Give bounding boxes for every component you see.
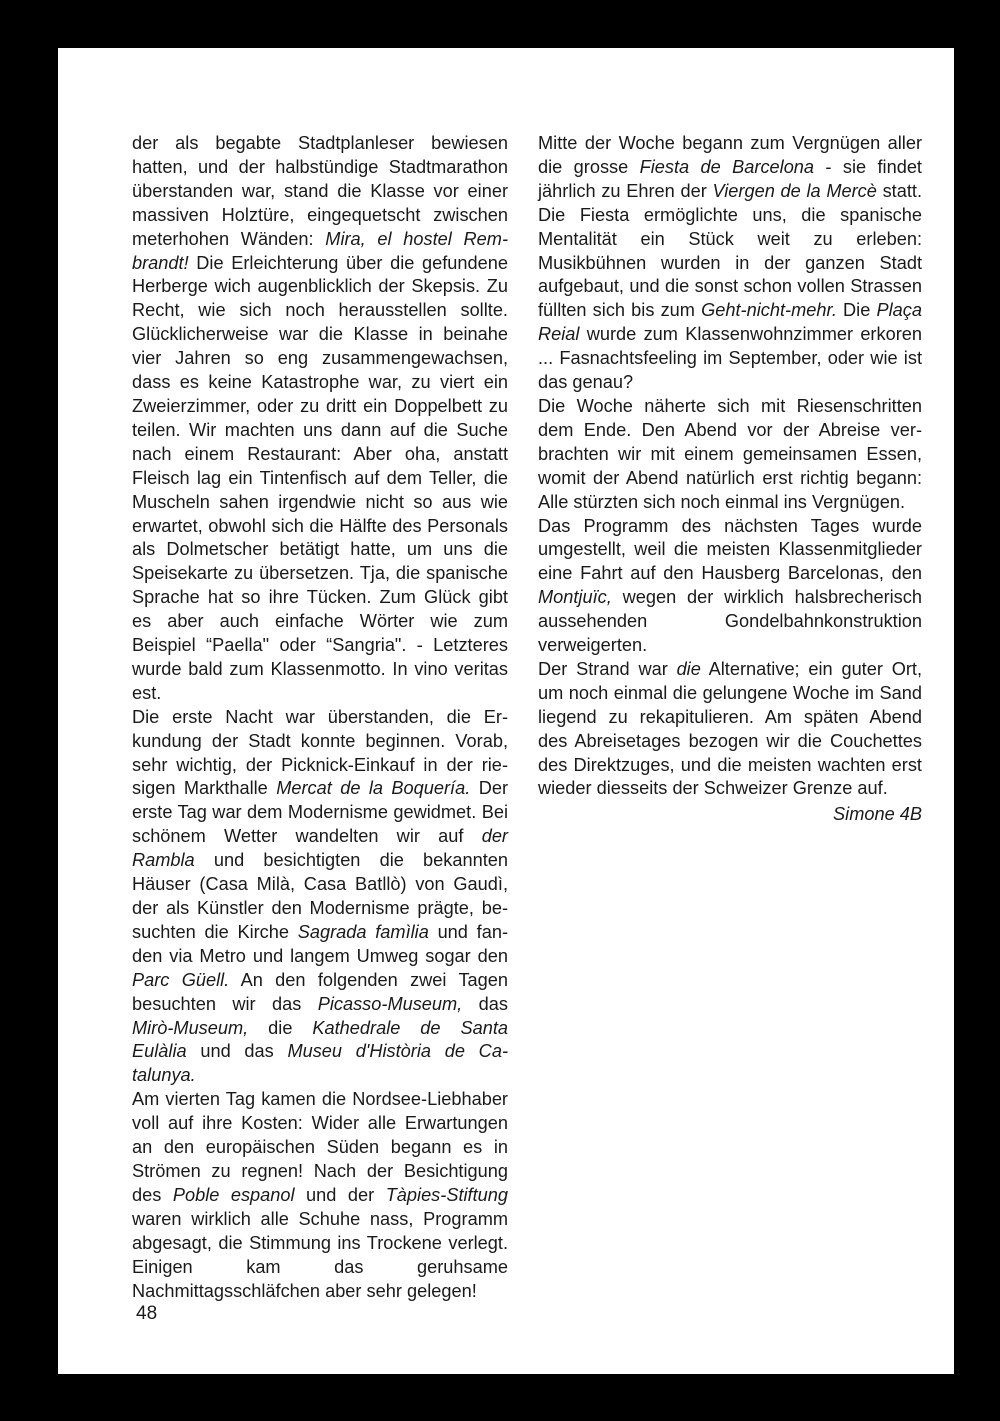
italic-run: Montjuïc, [538, 587, 612, 608]
text-run: Das Programm des nächsten Tages wurde umgestellt, weil die meisten Klassenmitglieder eine Fahrt auf den Hausberg Barcelonas, den [538, 515, 922, 584]
text-run: waren wirklich alle Schuhe nass, Programm abgesagt, die Stimmung ins Trockene verlegt. Einigen kam das geruhsame Nachmittagsschläfchen aber sehr gelegen! [132, 1208, 508, 1301]
text-run: statt. Die Fiesta ermöglichte uns, die spanische Mentalität ein Stück weit zu erleben: Musikbühnen wurden in der ganzen Stadt aufgebaut, und die sonst schon vollen Strassen füllten sich bis zum [538, 180, 923, 321]
text-run: Die [836, 300, 877, 321]
text-run: der als begabte Stadtplanleser bewiesen hatten, und der halbstündige Stadtmarathon überstanden war, stand die Klasse vor einer massiven Holztüre, eingequetscht zwischen meterhohen Wänden: [132, 133, 508, 249]
italic-run: Mira, el hostel Rembrandt! [132, 228, 509, 273]
text-run: Der Strand war [538, 658, 677, 679]
italic-run: der Rambla [132, 826, 508, 871]
italic-run: Fiesta de Barcelona [639, 156, 815, 177]
italic-run: Sagrada famìlia [297, 921, 429, 942]
text-run: Die Erleichterung über die gefundene Herberge wich augenblicklich der Skepsis. Zu Recht, wie sich noch herausstellen sollte. Glücklicherweise war die Klasse in beinahe vier Jahren so eng zusammengewachsen, dass es keine Katastrophe war, zu viert ein Zweierzimmer, oder zu dritt ein Doppelbett zu teilen. Wir machten uns dann auf die Suche nach einem Restaurant: Aber oha, anstatt Fleisch lag ein Tintenfisch auf dem Teller, die Muscheln sahen irgendwie nicht so aus wie erwartet, obwohl sich die Hälfte des Personals als Dolmetscher betätigt hatte, um uns die Speisekarte zu übersetzen. Tja, die spanische Sprache hat so ihre Tücken. Zum Glück gibt es aber auch einfache Wörter wie zum Beispiel “Paella" oder “Sangria". - Letzteres wurde bald zum Klassenmotto. In vino veritas est. [132, 252, 508, 703]
page-number: 48 [136, 1303, 158, 1324]
italic-run: Geht-nicht-mehr. [701, 300, 837, 321]
italic-run: Museu d'Història de Catalunya. [132, 1041, 508, 1086]
italic-run: die [676, 658, 701, 679]
italic-run: Viergen de la Mercè [712, 180, 877, 201]
italic-run: Tàpies-Stiftung [385, 1184, 509, 1205]
text-run: und fanden via Metro und langem Umweg sogar den [132, 921, 508, 966]
text-run: Alternative; ein guter Ort, um noch einmal die gelungene Woche im Sand liegend zu rekapitulieren. Am späten Abend des Abreisetages bezogen wir die Couchettes des Direktzuges, und die meisten wachten erst wieder diesseits der Schweizer Grenze auf. [538, 658, 922, 799]
text-run: Der erste Tag war dem Modernisme gewidmet. Bei schönem Wetter wandelten wir auf [132, 778, 508, 847]
text-run: An den folgenden zwei Tagen besuchten wir das [132, 969, 509, 1014]
italic-run: Mirò-Museum, [132, 1017, 249, 1038]
italic-run: Plaça Reial [538, 300, 922, 345]
text-run: Die erste Nacht war überstanden, die Erkundung der Stadt konnte beginnen. Vorab, sehr wichtig, der Picknick-Einkauf in der riesigen Markthalle [132, 706, 508, 799]
right-column [538, 132, 922, 827]
paragraph [132, 1088, 508, 1303]
document-page [58, 48, 954, 1374]
text-run: und der [294, 1184, 386, 1205]
paragraph [538, 132, 922, 395]
paragraph [538, 658, 922, 801]
text-run: - sie findet jährlich zu Ehren der [538, 156, 922, 201]
text-run: die [248, 1017, 313, 1038]
text-run: Die Woche näherte sich mit Riesenschritten dem Ende. Den Abend vor der Abreise verbrachten wir mit einem gemeinsamen Essen, womit der Abend natürlich erst richtig begann: Alle stürzten sich noch einmal ins Vergnügen. [538, 395, 922, 512]
italic-run: Picasso-Museum, [317, 993, 463, 1014]
text-run: Mitte der Woche begann zum Vergnügen aller die grosse [538, 133, 922, 177]
text-run: Am vierten Tag kamen die Nordsee-Liebhaber voll auf ihre Kosten: Wider alle Erwartungen an den europäischen Süden begann es in Strömen zu regnen! Nach der Besichtigung des [132, 1089, 508, 1205]
italic-run: Mercat de la Boquería. [276, 778, 471, 799]
text-run: wurde zum Klassenwohnzimmer erkoren ... Fasnachtsfeeling im September, oder wie ist das genau? [538, 324, 922, 393]
paragraph [132, 132, 508, 706]
paragraph [538, 395, 922, 515]
paragraph [132, 706, 508, 1089]
text-run: wegen der wirklich halsbrecherisch aussehenden Gondelbahnkonstruktion verweigerten. [538, 587, 922, 656]
text-run: und besichtigten die bekannten Häuser (Casa Milà, Casa Batllò) von Gaudì, der als Künstler den Modernisme prägte, besuchten die Kirche [132, 850, 508, 942]
text-run: das [462, 993, 508, 1014]
author-signature: Simone 4B [833, 804, 922, 825]
left-column [132, 132, 508, 1303]
italic-run: Parc Güell. [132, 969, 230, 990]
paragraph [538, 515, 922, 658]
text-run: und das [186, 1041, 288, 1062]
italic-run: Kathedrale de Santa Eulàlia [132, 1017, 508, 1062]
italic-run: Poble espanol [172, 1184, 295, 1205]
